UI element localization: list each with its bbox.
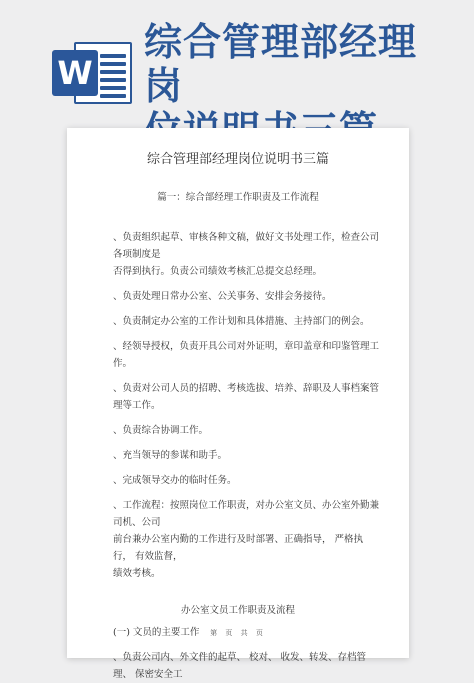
page-footer: 第 页 共 页 [210,629,266,637]
banner-title-line-1: 综合管理部经理岗 [144,20,418,108]
paragraph-line: 、负责处理日常办公室、公关事务、安排会务接待。 [113,291,332,302]
paragraph-line: 、完成领导交办的临时任务。 [113,475,237,486]
section-title: 办公室文员工作职责及流程 [180,605,295,616]
document-subtitle: 篇一：综合部经理工作职责及工作流程 [157,192,319,203]
word-badge: W [52,50,98,96]
banner [0,0,474,118]
document-title: 综合管理部经理岗位说明书三篇 [146,152,329,167]
sub-heading: (一) 文员的主要工作 [113,627,200,638]
paragraph-line: 绩效考核。 [113,568,161,579]
paragraph-line: 否得到执行。负责公司绩效考核汇总提交总经理。 [113,266,323,277]
paragraph-line: 、负责制定办公室的工作计划和具体措施、主持部门的例会。 [113,316,370,327]
paragraph-line: 、工作流程：按照岗位工作职责，对办公室文员、办公室外勤兼司机、公司 [113,500,380,528]
paragraph-line: 、充当领导的参谋和助手。 [113,450,228,461]
paragraph-line: 、经领导授权，负责开具公司对外证明，章印盖章和印鉴管理工作。 [113,341,380,369]
paragraph-line: 前台兼办公室内勤的工作进行及时部署、正确指导， 严格执行， 有效监督， [113,534,364,562]
paragraph-list [113,229,379,590]
document-page [67,128,409,680]
word-logo-icon [52,38,134,108]
paragraph-line: 、负责组织起草、审核各种文稿，做好文书处理工作，检查公司各项制度是 [113,232,380,260]
paragraph-line: 、负责对公司人员的招聘、考核选拔、培养、辞职及人事档案管理等工作。 [113,383,380,411]
paragraph-line: 、负责综合协调工作。 [113,425,209,436]
last-line: 、负责公司内、外文件的起草、 校对、 收发、转发、存档管理、 保密安全工 [113,652,367,680]
